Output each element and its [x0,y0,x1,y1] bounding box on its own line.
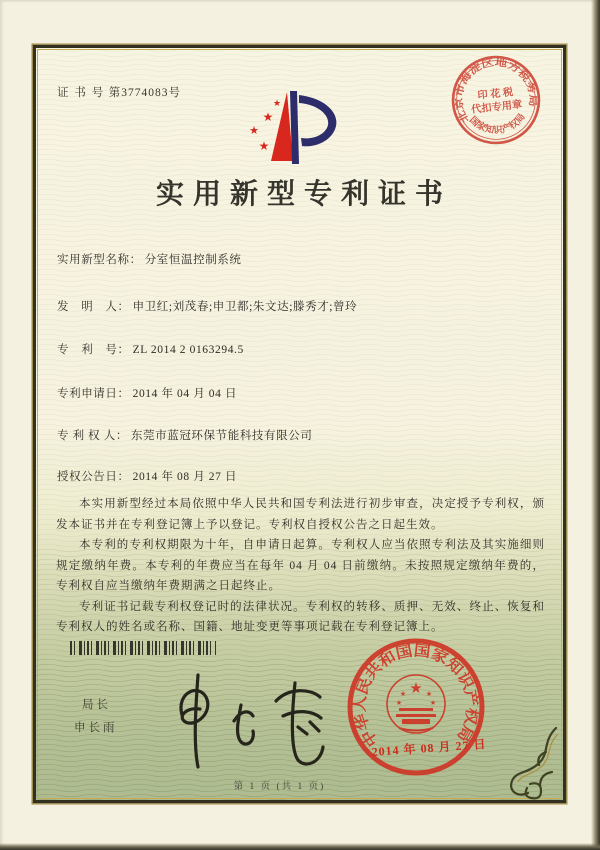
field-label: 授权公告日： [57,471,130,483]
tax-stamp-line1: 印 花 税 [477,87,514,102]
official-seal-ring-text: 中华人民共和国国家知识产权局 [352,643,480,750]
svg-text:★: ★ [425,690,433,698]
svg-text:★: ★ [395,699,403,707]
tax-stamp-line2: 代扣专用章 [470,99,523,116]
certificate-title: 实用新型专利证书 [155,179,452,210]
field-value: 分室恒温控制系统 [144,254,242,266]
tax-stamp-bottom-arc: 国家知识产权局 [467,111,527,136]
logo-p-bowl [299,95,336,146]
logo-star-icon: ★ [262,110,274,124]
field-value: 2014 年 04 月 04 日 [132,388,238,400]
certificate-frame [33,45,566,803]
legal-paragraph-2: 本专利的专利权期限为十年，自申请日起算。专利权人应当依照专利法及其实施细则规定缴纳年费。本专利的年费应当在每年 04 月 04 日前缴纳。未按照规定缴纳年费的，专利权自应当缴纳年费期满之日起终止。 [56,539,545,592]
logo-star-icon: ★ [275,152,285,163]
cnipa-logo-icon [246,88,346,172]
field-grant-date [57,468,237,484]
legal-paragraph-3: 专利证书记载专利权登记时的法律状况。专利权的转移、质押、无效、终止、恢复和专利权人的姓名或名称、国籍、地址变更等事项记载在专利登记簿上。 [56,600,545,633]
logo-star-icon: ★ [249,124,259,137]
tax-stamp-seal [445,49,546,150]
field-value: 2014 年 08 月 27 日 [132,471,238,483]
certificate-number-label: 证 书 号 [57,87,105,99]
scan-edge-bottom [0,843,600,850]
director-title: 局长 [82,699,111,711]
field-label: 专利申请日： [57,388,130,400]
certificate-number [57,84,181,100]
field-filing-date [57,385,237,401]
svg-text:★: ★ [409,679,423,697]
national-emblem-icon [387,675,445,733]
svg-text:★: ★ [429,699,437,707]
page-number: 第 1 页 (共 1 页) [233,782,326,792]
field-patentee [57,427,312,443]
svg-text:★: ★ [399,690,407,698]
field-utility-model-name [57,251,242,267]
scan-edge-top [0,0,600,3]
field-label: 实用新型名称： [57,254,142,266]
field-value: 东莞市蓝冠环保节能科技有限公司 [130,430,313,442]
certificate-number-value: 第3774083号 [108,87,181,99]
field-value: ZL 2014 2 0163294.5 [132,344,244,356]
legal-paragraph-1: 本实用新型经过本局依照中华人民共和国专利法进行初步审查，决定授予专利权，颁发本证书并在专利登记簿上予以登记。专利权自授权公告之日起生效。 [56,498,545,531]
field-label: 专 利 权 人： [57,430,128,442]
seal-date: 2014 年 08 月 27 日 [371,737,487,759]
field-label: 专 利 号： [57,344,130,356]
director-name: 申长雨 [74,722,118,734]
director-signature [148,663,336,778]
field-patent-number [57,341,244,357]
scan-edge-right [591,0,600,850]
logo-star-icon: ★ [272,99,282,109]
scan-edge-left [0,0,4,850]
field-value: 申卫红;刘茂春;申卫都;朱文达;滕秀才;曾玲 [132,301,358,313]
logo-star-icon: ★ [258,139,270,153]
field-label: 发 明 人： [57,301,130,313]
tax-stamp-top-arc: 北京市海淀区地方税务局 [453,57,538,125]
barcode [70,641,216,655]
legal-text [56,494,545,638]
field-inventors [57,298,357,314]
